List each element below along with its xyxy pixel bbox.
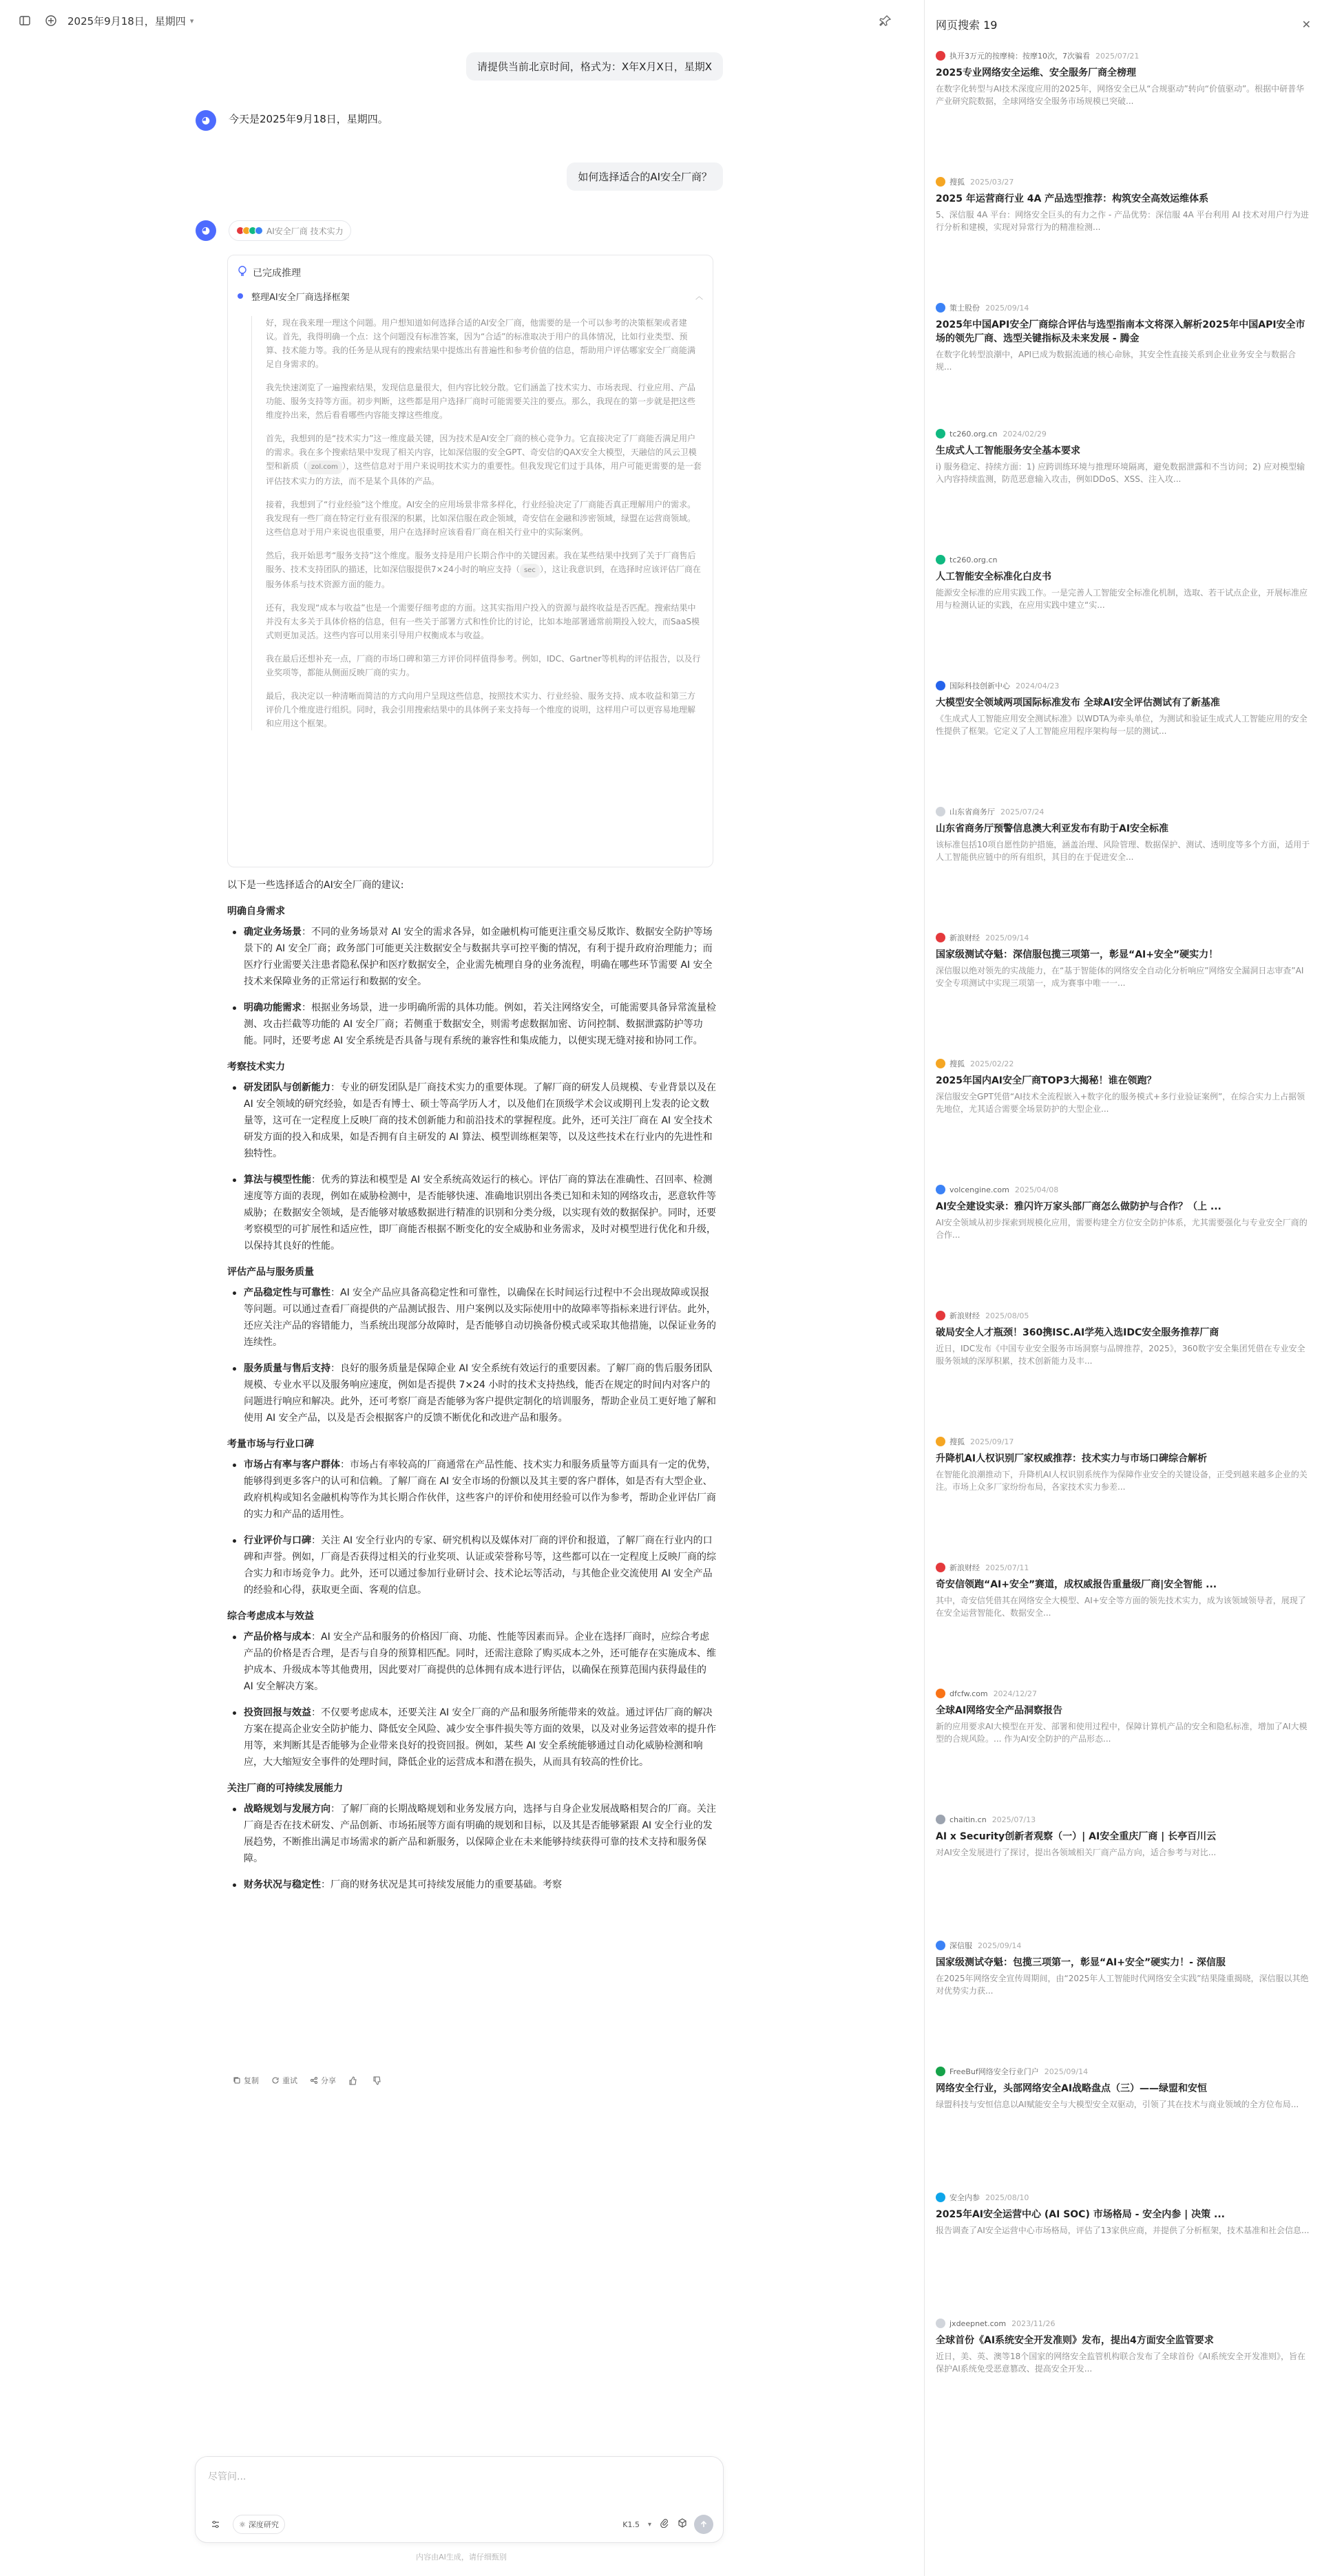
source-logo-icon <box>936 807 945 816</box>
result-title[interactable]: 2025年AI安全运营中心 (AI SOC) 市场格局 - 安全内参 | 决策 ... <box>936 2209 1225 2220</box>
reasoning-paragraph: 然后，我开始思考“服务支持”这个维度。服务支持是用户长期合作中的关键因素。我在某些结果中找到了关于厂商售后服务、技术支持团队的描述，比如深信服提供7×24小时的响应支持（ sec ），这让我意识到，在选择时应该评估厂商在服务体系与技术资源方面的能力。 <box>266 551 701 589</box>
result-date: 2024/04/23 <box>1016 681 1060 690</box>
message-composer[interactable] <box>195 2456 724 2543</box>
search-result[interactable] <box>936 427 1312 485</box>
bullet-label: 确定业务场景 <box>244 927 302 938</box>
tools-button[interactable] <box>205 2515 226 2534</box>
answer-bullet-list <box>227 1079 716 1254</box>
source-name: jxdeepnet.com <box>949 2319 1007 2328</box>
ai-message-header <box>196 220 719 241</box>
result-source <box>936 427 1312 440</box>
bullet-label: 战略规划与发展方向 <box>244 1804 330 1815</box>
answer-section-heading: 关注厂商的可持续发展能力 <box>227 1783 343 1794</box>
answer-section-heading: 考量市场与行业口碑 <box>227 1439 314 1450</box>
result-title[interactable]: 全球AI网络安全产品洞察报告 <box>936 1705 1063 1716</box>
source-logo-icon <box>936 1563 945 1572</box>
result-snippet: 其中，奇安信凭借其在网络安全大模型、AI+安全等方面的领先技术实力，成为该领域领导者，展现了在安全运营智能化、数据安全... <box>936 1596 1306 1618</box>
result-snippet: AI安全领域从初步探索到规模化应用，需要构建全方位安全防护体系，尤其需要强化与专业安全厂商的合作... <box>936 1218 1308 1240</box>
result-date: 2024/12/27 <box>993 1689 1037 1698</box>
bullet-label: 财务状况与稳定性 <box>244 1879 321 1890</box>
reasoning-paragraph: 好，现在我来理一理这个问题。用户想知道如何选择合适的AI安全厂商，他需要的是一个可以参考的决策框架或者建议。首先，我得明确一个点：这个问题没有标准答案，因为“合适”的标准取决于用户的具体情况，比如行业类型、预算、技术能力等。我的任务是从现有的搜索结果中提炼出有普遍性和参考价值的信息，帮助用户评估哪家安全厂商能满足自身需求的。 <box>266 318 696 369</box>
result-source <box>936 679 1312 692</box>
result-snippet: 在数字化转型浪潮中，API已成为数据流通的核心命脉，其安全性直接关系到企业业务安全与数据合规... <box>936 350 1296 372</box>
source-name: 新浪财经 <box>949 933 980 942</box>
assistant-avatar: ◕ <box>196 220 216 241</box>
answer-intro: 以下是一些选择适合的AI安全厂商的建议: <box>227 880 404 891</box>
source-logo-icon <box>936 933 945 942</box>
tools-icon <box>211 2520 220 2529</box>
new-chat-icon[interactable] <box>41 11 61 30</box>
pin-icon[interactable] <box>876 11 895 30</box>
result-date: 2025/07/24 <box>1000 807 1045 816</box>
bullet-label: 行业评价与口碑 <box>244 1535 311 1546</box>
search-result[interactable] <box>936 1813 1312 1859</box>
source-logo-icon <box>936 177 945 187</box>
reasoning-paragraph: 首先，我想到的是“技术实力”这一维度最关键，因为技术是AI安全厂商的核心竞争力。它直接决定了厂商能否满足用户的需求。我在多个搜索结果中发现了相关内容，比如深信服的安全GPT、奇安信的QAX安全大模型，天融信的风云卫模型和新质（ zol.com ），这些信息对于用户来说明技术实力的重要性。但我发现它们过于具体，用户可能更需要的是一套评估技术实力的方法，而不是某个具体的产品。 <box>266 434 702 486</box>
answer-bullet <box>227 1532 716 1598</box>
source-name: tc260.org.cn <box>949 555 998 564</box>
result-date: 2025/07/21 <box>1095 51 1140 61</box>
bullet-text: ：不同的业务场景对 AI 安全的需求各异，如金融机构可能更注重交易反欺诈、数据安全防护等场景下的 AI 安全厂商；政务部门可能更关注数据安全与数据共享可控平衡的情况，有利于提升政府治理能力；而医疗行业需要关注患者隐私保护和医疗数据安全，企业需先梳理自身的业务流程，明确在哪些环节需要 AI 安全技术来保障业务的正常运行和数据的安全。 <box>244 927 713 987</box>
retry-button[interactable]: 重试 <box>271 2075 297 2086</box>
source-favicons <box>236 226 261 235</box>
bullet-text: ：根据业务场景，进一步明确所需的具体功能。例如，若关注网络安全，可能需要具备异常流量检测、攻击拦截等功能的 AI 安全厂商；若侧重于数据安全，则需考虑数据加密、访问控制、数据泄露防护等功能。同时，还要考虑 AI 安全系统是否具备与现有系统的兼容性和集成能力，以便实现无缝对接和协同工作。 <box>244 1002 716 1046</box>
send-button[interactable] <box>694 2515 713 2534</box>
reasoning-step-label: 整理AI安全厂商选择框架 <box>251 292 350 303</box>
result-title[interactable]: 升降机AI人权识别厂家权威推荐：技术实力与市场口碑综合解析 <box>936 1453 1208 1464</box>
web-search-panel <box>924 0 1322 2576</box>
reasoning-paragraph: 我在最后还想补充一点，厂商的市场口碑和第三方评价同样值得参考。例如，IDC、Gartner等机构的评估报告，以及行业奖项等，都能从侧面反映厂商的实力。 <box>266 654 701 677</box>
source-logo-icon <box>936 2319 945 2328</box>
result-title[interactable]: 奇安信领跑“AI+安全”赛道，成权威报告重量级厂商|安全智能 ... <box>936 1579 1217 1590</box>
source-logo-icon <box>936 1185 945 1194</box>
ai-message-text: 今天是2025年9月18日，星期四。 <box>229 113 388 125</box>
result-snippet: 能源安全标准的应用实践工作。一是完善人工智能安全标准化机制，选取、若干试点企业，开展标准应用与检测认证的实践，在应用实践中建立“实... <box>936 588 1308 610</box>
source-logo-icon <box>936 1815 945 1824</box>
result-title[interactable]: 生成式人工智能服务安全基本要求 <box>936 445 1080 456</box>
answer-bullet <box>227 1285 716 1351</box>
source-name: volcengine.com <box>949 1185 1009 1194</box>
search-result[interactable] <box>936 302 1312 373</box>
deep-research-button[interactable]: ⚛ 深度研究 <box>233 2515 285 2534</box>
result-source <box>936 1561 1312 1574</box>
source-name: dfcfw.com <box>949 1689 988 1698</box>
search-result[interactable] <box>936 2191 1312 2237</box>
thumbs-down-icon[interactable] <box>373 2076 384 2085</box>
result-source <box>936 50 1312 62</box>
search-result[interactable] <box>936 1183 1312 1241</box>
search-result[interactable] <box>936 176 1312 233</box>
bullet-text: ：专业的研发团队是厂商技术实力的重要体现。了解厂商的研发人员规模、专业背景以及在 AI 安全领域的研究经验，如是否有博士、硕士等高学历人才，以及他们在顶级学术会议或期刊上发表的论文数量等，这可在一定程度上反映厂商的技术创新能力和前沿技术的掌握程度。此外，还可关注厂商在 AI 安全技术研发方面的投入和成果，如是否拥有自主研发的 AI 算法、模型训练框架等，以及这些技术在行业内的先进性和独特性。 <box>244 1082 716 1159</box>
result-title[interactable]: 2025年中国API安全厂商综合评估与选型指南本文将深入解析2025年中国API安全市场的领先厂商、选型关键指标及未来发展 - 腾金 <box>936 319 1305 344</box>
search-result[interactable] <box>936 679 1312 737</box>
reasoning-body <box>251 316 703 730</box>
result-date: 2025/09/17 <box>970 1437 1014 1446</box>
result-date: 2025/02/22 <box>970 1059 1014 1068</box>
bullet-label: 明确功能需求 <box>244 1002 302 1013</box>
composer-input[interactable]: 尽管问... <box>208 2471 246 2482</box>
reasoning-title: 已完成推理 <box>253 268 301 279</box>
result-source <box>936 2065 1312 2078</box>
search-sources-chip[interactable] <box>229 220 351 241</box>
bullet-label: 投资回报与效益 <box>244 1707 311 1718</box>
sources-chip-label: AI安全厂商 技术实力 <box>266 226 344 236</box>
answer-section-heading: 综合考虑成本与效益 <box>227 1611 314 1622</box>
ai-message <box>196 110 719 131</box>
source-logo-icon <box>936 303 945 313</box>
user-message-text: 如何选择适合的AI安全厂商？ <box>567 162 723 191</box>
result-snippet: 深信服以绝对领先的实战能力，在“基于智能体的网络安全自动化分析响应”网络安全漏洞日志审查”AI安全专项测试中实现三项第一，成为赛事中唯一一... <box>936 966 1304 988</box>
source-name: 深信服 <box>949 1941 972 1950</box>
user-message-text: 请提供当前北京时间，格式为：X年X月X日，星期X <box>466 52 723 81</box>
search-result[interactable] <box>936 1687 1312 1745</box>
result-title[interactable]: 2025 年运营商行业 4A 产品选型推荐：构筑安全高效运维体系 <box>936 193 1209 204</box>
share-icon <box>310 2076 318 2084</box>
result-title[interactable]: 网络安全行业，头部网络安全AI战略盘点（三）——绿盟和安恒 <box>936 2083 1208 2094</box>
model-selector[interactable]: K1.5 <box>622 2520 640 2529</box>
source-logo-icon <box>936 51 945 61</box>
thumbs-up-icon[interactable] <box>348 2076 360 2085</box>
assistant-avatar: ◕ <box>196 110 216 131</box>
bullet-label: 服务质量与售后支持 <box>244 1363 330 1374</box>
result-snippet: 在智能化浪潮推动下，升降机AI人权识别系统作为保障作业安全的关键设备，正受到越来越多企业的关注。市场上众多厂家纷纷布局，各家技术实力参差... <box>936 1470 1308 1492</box>
search-result[interactable] <box>936 931 1312 989</box>
bullet-label: 产品价格与成本 <box>244 1632 311 1643</box>
source-name: 执开3万元的按摩椅：按摩10次，7次骗看 <box>949 52 1090 61</box>
result-source <box>936 1183 1312 1196</box>
result-snippet: 报告调查了AI安全运营中心市场格局，评估了13家供应商，并提供了分析框架，技术基准和社会信息... <box>936 2226 1310 2235</box>
source-logo-icon <box>936 2067 945 2076</box>
bullet-text: ：优秀的算法和模型是 AI 安全系统高效运行的核心。评估厂商的算法在准确性、召回率、检测速度等方面的表现，例如在威胁检测中，是否能够快速、准确地识别出各类已知和未知的网络攻击，恶意软件等威胁；在数据安全领域，是否能够对敏感数据进行精准的识别和分类分级，以实现有效的数据保护。同时，还要考察模型的可扩展性和适应性，即厂商能否根据不断变化的安全威胁和业务需求，及时对模型进行优化和升级，以保持其良好的性能。 <box>244 1174 716 1252</box>
result-date: 2025/09/14 <box>985 933 1029 942</box>
chevron-down-icon[interactable]: ▾ <box>647 2520 651 2529</box>
reasoning-header[interactable] <box>238 262 703 283</box>
answer-bullet-list <box>227 1801 716 1893</box>
result-title[interactable]: 国家级测试夺魁：包揽三项第一，彰显“AI+安全”硬实力！- 深信服 <box>936 1957 1226 1968</box>
retry-icon <box>271 2076 280 2084</box>
result-title[interactable]: 山东省商务厅预警信息澳大利亚发布有助于AI安全标准 <box>936 823 1169 834</box>
result-source <box>936 1309 1312 1322</box>
arrow-up-icon <box>700 2520 708 2529</box>
result-source <box>936 302 1312 314</box>
bullet-text: ：AI 安全产品应具备高稳定性和可靠性，以确保在长时间运行过程中不会出现故障或误报等问题。可以通过查看厂商提供的产品测试报告、用户案例以及实际使用中的故障率等指标来进行评估。此外，还应关注产品的容错能力，当系统出现部分故障时，是否能够自动切换备份模式或采取其他措施，以保证业务的连续性。 <box>244 1287 716 1348</box>
answer-bullet <box>227 924 716 990</box>
result-source <box>936 805 1312 818</box>
chat-title[interactable]: 2025年9月18日，星期四 <box>67 14 186 28</box>
result-title[interactable]: AI安全建设实录：雅闪许万家头部厂商怎么做防护与合作？（上 ... <box>936 1201 1221 1212</box>
result-snippet: 对AI安全发展进行了探讨，提出各领域相关厂商产品方向，适合参考与对比... <box>936 1848 1217 1857</box>
answer-body <box>227 877 716 1903</box>
sidebar-toggle-icon[interactable] <box>15 11 34 30</box>
bullet-text: ：关注 AI 安全行业内的专家、研究机构以及媒体对厂商的评价和报道，了解厂商在行业内的口碑和声誉。例如，厂商是否获得过相关的行业奖项、认证或荣誉称号等，这些都可以在一定程度上反映厂商的综合实力和市场竞争力。此外，还可以通过参加行业研讨会、技术论坛等活动，与其他企业交流使用 AI 安全产品的经验和心得，获取更全面、客观的信息。 <box>244 1535 716 1596</box>
search-result[interactable] <box>936 553 1312 611</box>
answer-bullet <box>227 1801 716 1867</box>
message-actions <box>233 2075 397 2086</box>
citation-chip[interactable]: sec <box>520 564 540 578</box>
search-result[interactable] <box>936 1309 1312 1367</box>
copy-button[interactable]: 复制 <box>233 2075 259 2086</box>
result-source <box>936 1687 1312 1700</box>
search-result[interactable] <box>936 1057 1312 1115</box>
bullet-label: 产品稳定性与可靠性 <box>244 1287 330 1298</box>
result-source <box>936 1813 1312 1826</box>
result-date: 2025/09/14 <box>985 303 1029 313</box>
source-logo-icon <box>936 555 945 564</box>
reasoning-panel <box>227 255 713 867</box>
result-title[interactable]: 国家级测试夺魁：深信服包揽三项第一，彰显“AI+安全”硬实力！ <box>936 949 1219 960</box>
answer-bullet <box>227 1079 716 1162</box>
atom-icon: ⚛ <box>239 2520 246 2529</box>
result-date: 2025/08/10 <box>985 2193 1029 2202</box>
search-result[interactable] <box>936 2317 1312 2375</box>
bullet-text: ：市场占有率较高的厂商通常在产品性能、技术实力和服务质量等方面具有一定的优势，能够得到更多客户的认可和信赖。了解厂商在 AI 安全市场的份额以及其主要的客户群体，如是否有大型企业、政府机构或知名金融机构等作为其长期合作伙伴，这些客户的评价和使用经验可以作为参考，帮助企业评估厂商的实力和产品的适用性。 <box>244 1459 716 1520</box>
source-name: tc260.org.cn <box>949 429 998 439</box>
source-name: 搜狐 <box>949 1437 965 1446</box>
source-name: 搜狐 <box>949 178 965 187</box>
reasoning-paragraph: 接着，我想到了“行业经验”这个维度。AI安全的应用场景非常多样化，行业经验决定了厂商能否真正理解用户的需求。我发现有一些厂商在特定行业有很深的积累，比如深信服在政企领域，奇安信在金融和涉密领域，绿盟在运营商领域。这些信息对于用户来说也很重要，用户在选择时应该看看厂商在相关行业中的实际案例。 <box>266 500 696 537</box>
bullet-text: ：良好的服务质量是保障企业 AI 安全系统有效运行的重要因素。了解厂商的售后服务团队规模、专业水平以及服务响应速度，例如是否提供 7×24 小时的技术支持热线，能否在规定的时间内对客户的问题进行响应和解决。此外，还可考察厂商是否能够为客户提供定制化的培训服务，帮助企业员工更好地了解和使用 AI 安全产品，以及是否会根据客户的反馈不断优化和改进产品和服务。 <box>244 1363 716 1424</box>
panel-title: 网页搜索 19 <box>936 18 998 32</box>
reasoning-paragraph: 还有，我发现“成本与收益”也是一个需要仔细考虑的方面。这其实指用户投入的资源与最终收益是否匹配。搜索结果中并没有太多关于具体价格的信息，但有一些关于部署方式和性价比的讨论，比如本地部署通常前期投入较大，而SaaS模式则更加灵活。这些内容可以用来引导用户权衡成本与收益。 <box>266 603 700 640</box>
result-source <box>936 176 1312 188</box>
result-snippet: 该标准包括10项自愿性防护措施，涵盖治理、风险管理、数据保护、测试、透明度等多个方面，适用于人工智能供应链中的所有组织，其目的在于促进安全... <box>936 840 1310 862</box>
answer-bullet <box>227 1704 716 1771</box>
answer-bullet <box>227 1000 716 1049</box>
search-result[interactable] <box>936 50 1312 107</box>
result-source <box>936 2191 1312 2204</box>
source-logo-icon <box>936 2193 945 2202</box>
answer-section-heading: 考察技术实力 <box>227 1062 285 1073</box>
result-title[interactable]: 2025年国内AI安全厂商TOP3大揭秘！谁在领跑？ <box>936 1075 1157 1086</box>
source-name: 策士股份 <box>949 304 980 313</box>
user-message <box>186 52 723 81</box>
result-title[interactable]: 大模型安全领域两项国际标准发布 全球AI安全评估测试有了新基准 <box>936 697 1220 708</box>
source-logo-icon <box>936 681 945 690</box>
result-date: 2025/04/08 <box>1014 1185 1059 1194</box>
source-logo-icon <box>936 1941 945 1950</box>
result-date: 2025/03/27 <box>970 177 1014 187</box>
result-title[interactable]: AI x Security创新者观察（一）| AI安全重庆厂商 | 长亭百川云 <box>936 1831 1217 1842</box>
search-result[interactable] <box>936 805 1312 863</box>
answer-bullet <box>227 1172 716 1254</box>
answer-bullet-list <box>227 924 716 1049</box>
result-snippet: 在2025年网络安全宣传周期间，由“2025年人工智能时代网络安全实践”结果隆重揭晓，深信服以其绝对优势实力获... <box>936 1974 1309 1996</box>
bullet-label: 算法与模型性能 <box>244 1174 311 1185</box>
result-snippet: 深信服安全GPT凭借“AI技术全流程嵌入+数字化的服务模式+多行业验证案例”，在综合实力上占据领先地位，尤其适合需要全场景防护的大型企业... <box>936 1092 1305 1114</box>
source-name: 国际科技创新中心 <box>949 682 1010 690</box>
lightbulb-icon <box>238 266 247 279</box>
result-snippet: 近日，IDC发布《中国专业安全服务市场洞察与品牌推荐，2025》，360数字安全集团凭借在专业安全服务领域的深厚积累，技术创新能力及丰... <box>936 1344 1305 1366</box>
answer-section-heading: 评估产品与服务质量 <box>227 1267 314 1278</box>
source-name: 山东省商务厅 <box>949 807 995 816</box>
answer-bullet <box>227 1877 716 1893</box>
result-title[interactable]: 全球首份《AI系统安全开发准则》发布，提出4方面安全监管要求 <box>936 2335 1214 2346</box>
result-date: 2023/11/26 <box>1011 2319 1056 2328</box>
search-result[interactable] <box>936 1939 1312 1997</box>
source-name: chaitin.cn <box>949 1815 987 1824</box>
search-result[interactable] <box>936 1435 1312 1493</box>
result-date: 2025/09/14 <box>978 1941 1022 1950</box>
bullet-text: ：了解厂商的长期战略规划和业务发展方向，选择与自身企业发展战略相契合的厂商。关注厂商是否在技术研发、产品创新、市场拓展等方面有明确的规划和目标，以及其是否能够紧跟 AI 安全行业的发展趋势，不断推出满足市场需求的新产品和新服务，以保障企业在未来能够持续获得可靠的技术支持和服务保障。 <box>244 1804 716 1864</box>
result-date: 2024/02/29 <box>1003 429 1047 439</box>
answer-section-heading: 明确自身需求 <box>227 906 285 917</box>
source-name: 搜狐 <box>949 1059 965 1068</box>
source-name: 安全内参 <box>949 2193 980 2202</box>
answer-bullet <box>227 1457 716 1523</box>
bullet-label: 研发团队与创新能力 <box>244 1082 330 1093</box>
source-logo-icon <box>936 1059 945 1068</box>
result-source <box>936 1435 1312 1448</box>
bullet-text: ：AI 安全产品和服务的价格因厂商、功能、性能等因素而异。企业在选择厂商时，应综合考虑产品的价格是否合理，是否与自身的预算相匹配。同时，还需注意除了购买成本之外，还可能存在实施成本、维护成本、升级成本等其他费用，因此要对厂商提供的总体拥有成本进行评估，以确保在预算范围内获得最佳的 AI 安全解决方案。 <box>244 1632 716 1692</box>
result-date: 2025/09/14 <box>1044 2067 1089 2076</box>
result-snippet: i) 服务稳定、持续方面：1) 应跨训练环境与推理环境隔离，避免数据泄露和不当访问；2) 应对模型输入内容持续监测，防范恶意输入攻击，例如DDoS、XSS、注入攻... <box>936 462 1305 484</box>
result-date: 2025/07/11 <box>985 1563 1029 1572</box>
result-source <box>936 1057 1312 1070</box>
reasoning-paragraph: 最后，我决定以一种清晰而简洁的方式向用户呈现这些信息，按照技术实力、行业经验、服务支持、成本收益和第三方评价几个维度进行组织。同时，我会引用搜索结果中的具体例子来支持每一个维度的说明，这样用户可以更容易地理解和应用这个框架。 <box>266 691 696 728</box>
source-name: FreeBuf网络安全行业门户 <box>949 2067 1039 2076</box>
source-name: 新浪财经 <box>949 1563 980 1572</box>
citation-chip[interactable]: zol.com <box>307 461 342 474</box>
attach-icon[interactable] <box>660 2518 669 2531</box>
result-source <box>936 931 1312 944</box>
answer-bullet-list <box>227 1285 716 1426</box>
result-date: 2025/08/05 <box>985 1311 1029 1320</box>
result-title[interactable]: 破局安全人才瓶颈！360携ISC.AI学苑入选IDC安全服务推荐厂商 <box>936 1327 1219 1338</box>
answer-bullet <box>227 1629 716 1695</box>
source-name: 新浪财经 <box>949 1311 980 1320</box>
share-button[interactable]: 分享 <box>310 2075 336 2086</box>
close-icon[interactable]: ✕ <box>1301 17 1311 31</box>
result-snippet: 5、深信服 4A 平台：网络安全巨头的有力之作 - 产品优势：深信服 4A 平台利用 AI 技术对用户行为进行分析和建模，实现对异常行为的精准检测... <box>936 210 1309 232</box>
result-title[interactable]: 2025专业网络安全运维、安全服务厂商全榜理 <box>936 67 1136 78</box>
result-snippet: 绿盟科技与安恒信息以AI赋能安全与大模型安全双驱动，引领了其在技术与商业领域的全方位布局... <box>936 2100 1299 2109</box>
bullet-label: 市场占有率与客户群体 <box>244 1459 340 1470</box>
search-result[interactable] <box>936 1561 1312 1619</box>
result-snippet: 新的应用要求AI大模型在开发、部署和使用过程中，保障计算机产品的安全和隐私标准，增加了AI大模型的合规风险。... 作为AI安全防护的产品形态... <box>936 1722 1308 1744</box>
cube-icon[interactable] <box>678 2518 687 2531</box>
step-dot-icon <box>238 293 243 299</box>
result-snippet: 在数字化转型与AI技术深度应用的2025年，网络安全已从“合规驱动”转向“价值驱动”。根据中研普华产业研究院数据，全球网络安全服务市场规模已突破... <box>936 84 1305 106</box>
result-snippet: 近日，美、英、澳等18个国家的网络安全监管机构联合发布了全球首份《AI系统安全开发准则》，旨在保护AI系统免受恶意篡改、提高安全开发... <box>936 2352 1306 2374</box>
result-source <box>936 2317 1312 2330</box>
search-result[interactable] <box>936 2065 1312 2111</box>
result-source <box>936 553 1312 566</box>
top-bar <box>0 0 923 41</box>
source-logo-icon <box>936 1689 945 1698</box>
bullet-text: ：不仅要考虑成本，还要关注 AI 安全厂商的产品和服务所能带来的效益。通过评估厂商的解决方案在提高企业安全防护能力、降低安全风险、减少安全事件损失等方面的效果，以及对业务运营效率的提升作用等，来判断其是否能够为企业带来良好的投资回报。例如，某些 AI 安全系统能够通过自动化威胁检测和响应，大大缩短安全事件的处理时间，降低企业的运营成本和潜在损失，从而具有较高的性价比。 <box>244 1707 716 1768</box>
source-logo-icon <box>936 429 945 439</box>
copy-icon <box>233 2076 241 2084</box>
result-snippet: 《生成式人工智能应用安全测试标准》以WDTA为牵头单位，为测试和验证生成式人工智能应用的安全性提供了框架。它定义了人工智能应用程序架构每一层的测试... <box>936 714 1308 736</box>
source-logo-icon <box>936 1437 945 1446</box>
answer-bullet-list <box>227 1629 716 1771</box>
result-title[interactable]: 人工智能安全标准化白皮书 <box>936 571 1051 582</box>
ai-disclaimer: 内容由AI生成，请仔细甄别 <box>416 2553 507 2562</box>
result-date: 2025/07/13 <box>992 1815 1036 1824</box>
bullet-text: ：厂商的财务状况是其可持续发展能力的重要基础。考察 <box>321 1879 562 1890</box>
chevron-up-icon[interactable]: ︿ <box>695 292 703 301</box>
reasoning-paragraph: 我先快速浏览了一遍搜索结果，发现信息量很大，但内容比较分散。它们涵盖了技术实力、市场表现、行业应用、产品功能、服务支持等方面。初步判断，这些都是用户选择厂商时可能需要关注的要点。那么，我现在的第一步就是把这些维度拎出来，然后看看哪些内容能支撑这些维度。 <box>266 383 696 420</box>
answer-bullet <box>227 1360 716 1426</box>
reasoning-step[interactable] <box>238 286 703 306</box>
chevron-down-icon[interactable]: ▾ <box>189 16 194 25</box>
source-logo-icon <box>936 1311 945 1320</box>
result-source <box>936 1939 1312 1952</box>
answer-bullet-list <box>227 1457 716 1598</box>
user-message <box>186 162 723 191</box>
panel-header <box>925 0 1322 48</box>
